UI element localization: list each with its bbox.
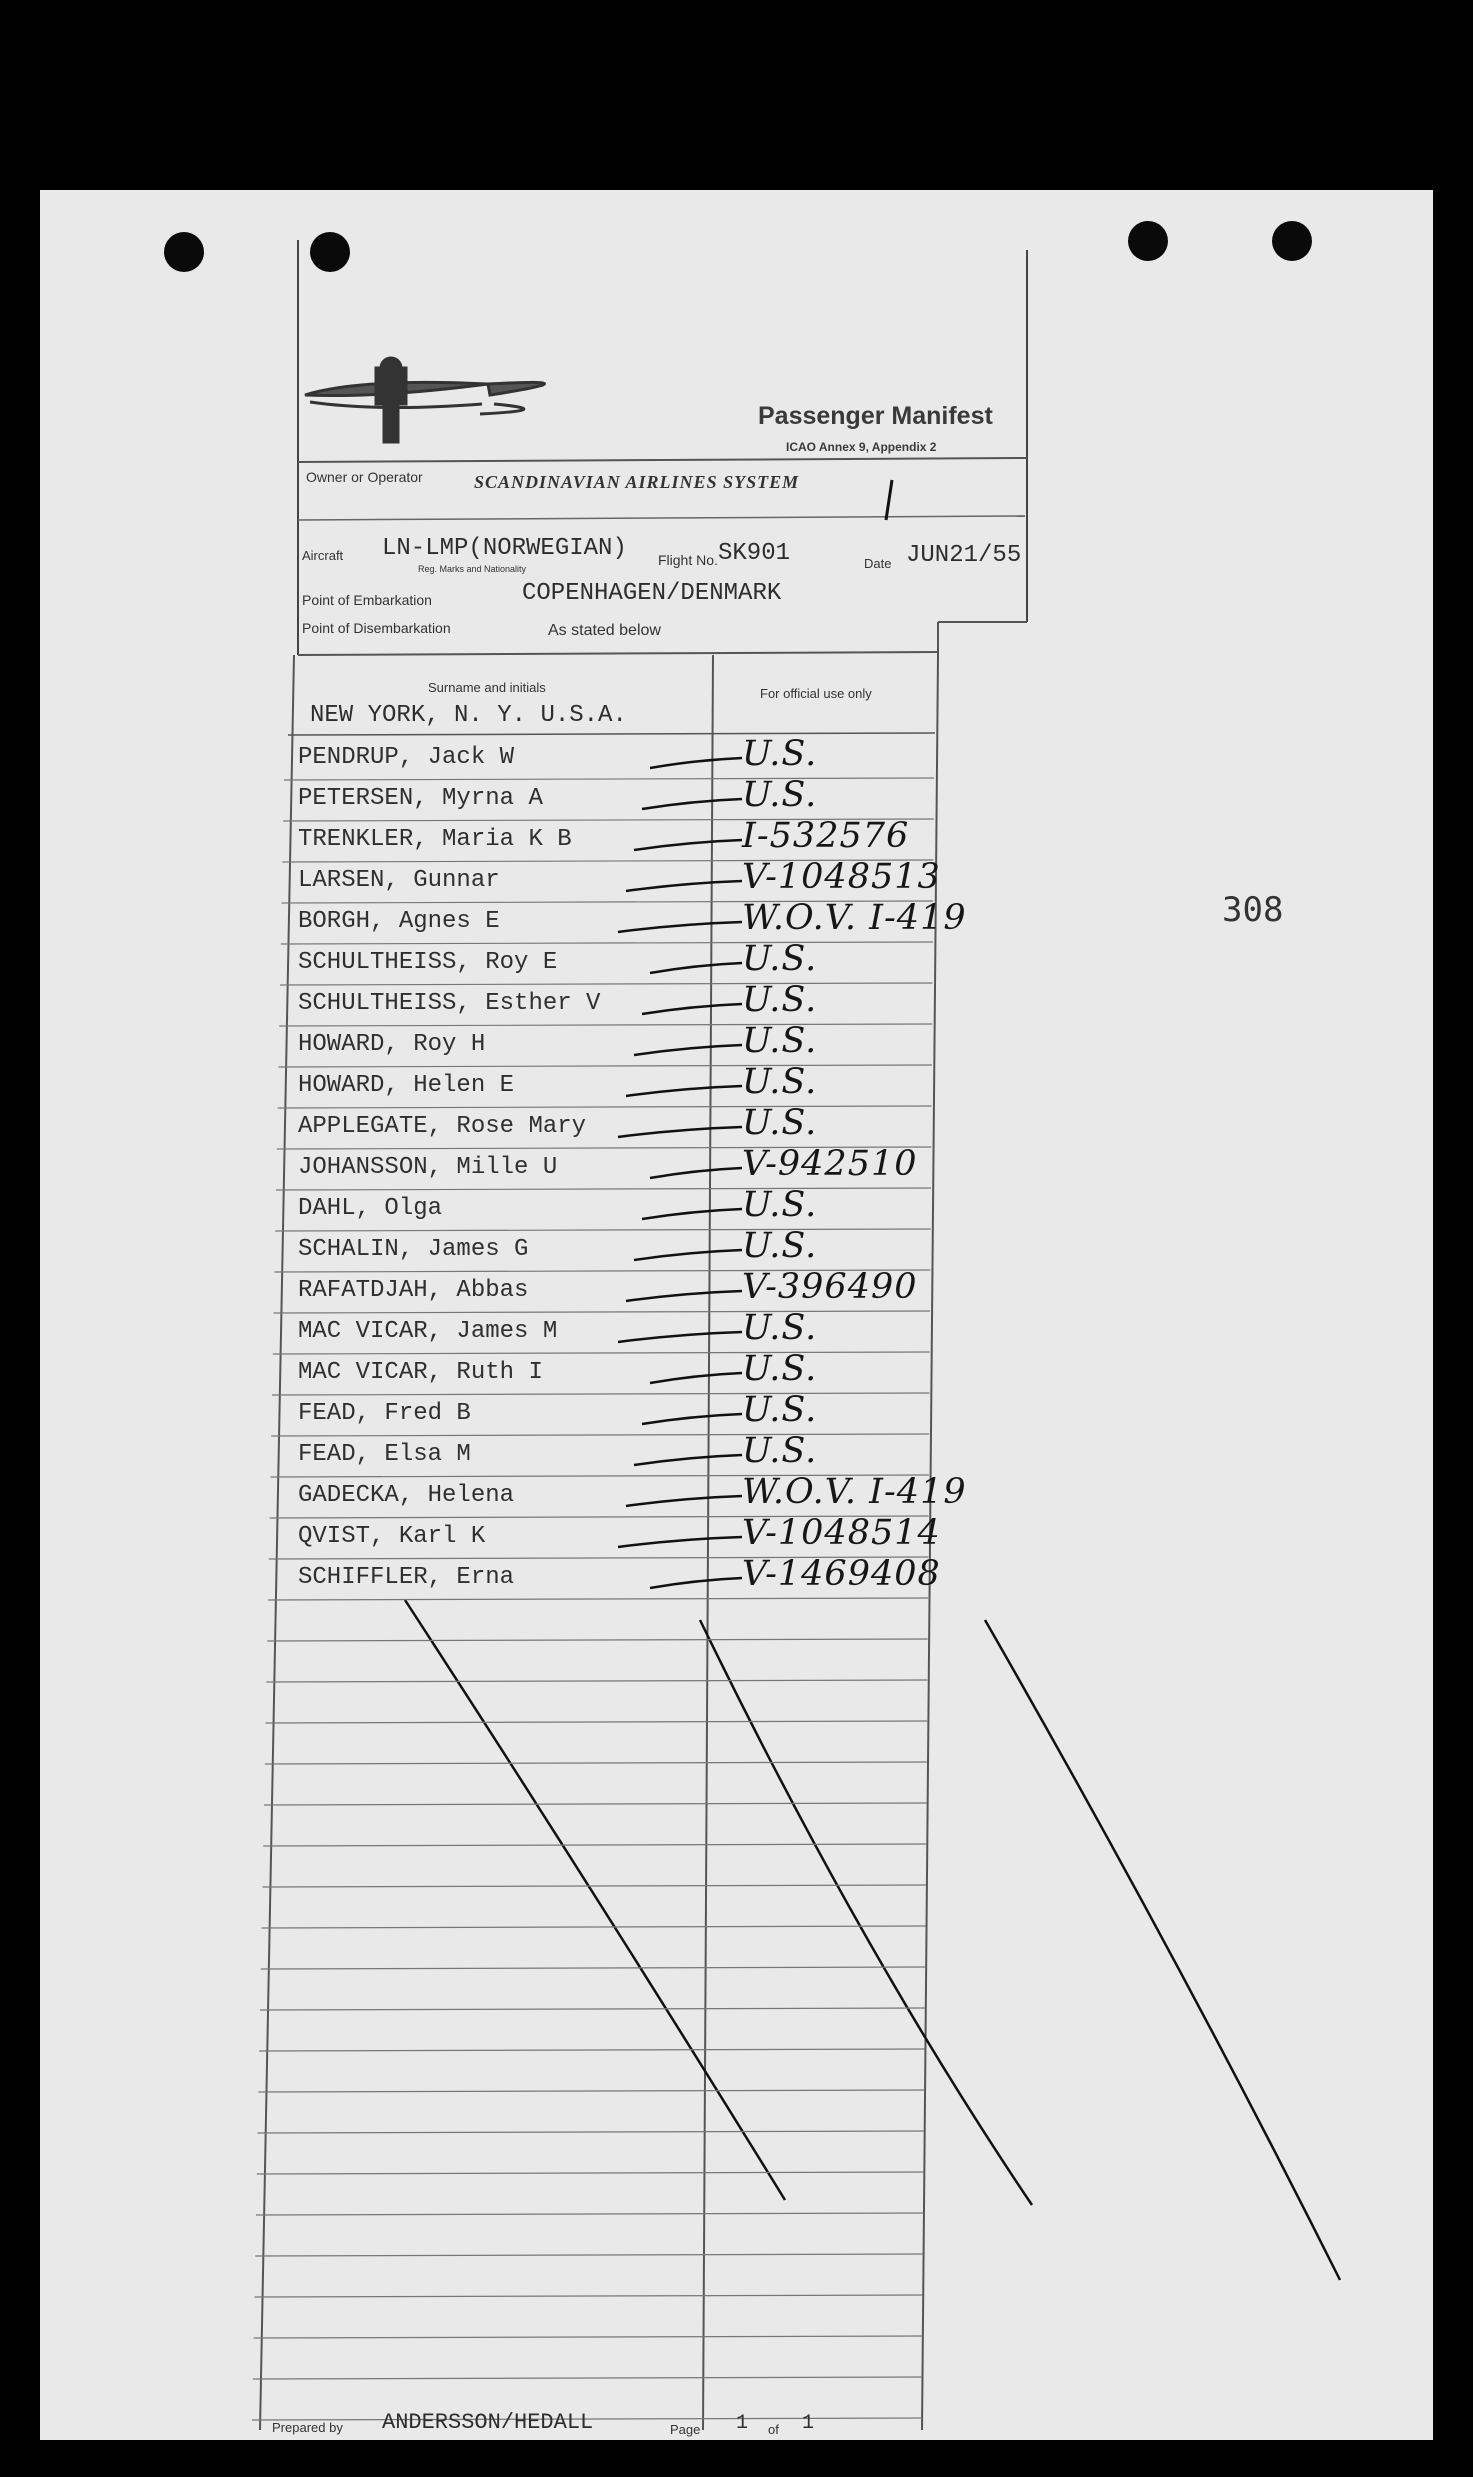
prepared-by-value: ANDERSSON/HEDALL <box>382 2410 594 2435</box>
official-use-note: U.S. <box>742 1226 818 1266</box>
table-row-line <box>259 2049 925 2051</box>
table-row-line <box>280 983 933 985</box>
date-value: JUN21/55 <box>906 542 1022 569</box>
official-use-note: U.S. <box>742 1021 818 1061</box>
official-use-column-header: For official use only <box>760 686 872 701</box>
table-row-line <box>266 1680 927 1682</box>
official-use-note: U.S. <box>742 1390 818 1430</box>
passenger-name: TRENKLER, Maria K B <box>298 826 572 853</box>
table-row-line <box>262 1885 926 1887</box>
of-value: 1 <box>802 2412 815 2435</box>
flight-label: Flight No. <box>658 552 718 568</box>
form-subtitle: ICAO Annex 9, Appendix 2 <box>786 440 937 454</box>
table-row-line <box>272 1393 930 1395</box>
table-row-line <box>278 1065 932 1067</box>
page-number: 308 <box>1222 890 1284 930</box>
passenger-name: MAC VICAR, Ruth I <box>298 1359 543 1386</box>
official-use-note: U.S. <box>742 939 818 979</box>
page-value: 1 <box>736 2412 749 2435</box>
embarkation-value: COPENHAGEN/DENMARK <box>522 580 782 607</box>
check-dash-stroke <box>634 840 742 850</box>
table-row-line <box>266 1721 928 1723</box>
table-row-line <box>276 1188 931 1190</box>
check-dash-stroke <box>642 1209 742 1219</box>
table-row-line <box>257 2172 924 2174</box>
table-row-line <box>271 1434 929 1436</box>
check-dash-stroke <box>626 1291 742 1301</box>
of-label: of <box>768 2422 779 2437</box>
check-dash-stroke <box>618 1332 742 1342</box>
table-row-line <box>258 2090 924 2092</box>
official-use-note: U.S. <box>742 775 818 815</box>
check-dash-stroke <box>634 1250 742 1260</box>
table-row-line <box>264 1803 927 1805</box>
prepared-by-label: Prepared by <box>272 2420 343 2435</box>
check-dash-stroke <box>650 758 742 768</box>
form-title: Passenger Manifest <box>758 402 993 430</box>
page-label: Page <box>670 2422 701 2437</box>
check-dash-stroke <box>650 1373 742 1383</box>
check-dash-stroke <box>642 1004 742 1014</box>
official-use-note: V-1469408 <box>742 1554 941 1594</box>
check-dash-stroke <box>618 922 742 932</box>
table-row-line <box>273 1352 930 1354</box>
embarkation-label: Point of Embarkation <box>302 592 432 608</box>
table-row-line <box>254 2336 923 2338</box>
table-row-line <box>281 942 933 944</box>
passenger-name: PENDRUP, Jack W <box>298 744 515 771</box>
official-use-note: U.S. <box>742 1349 818 1389</box>
surname-column-header: Surname and initials <box>428 680 546 695</box>
check-dash-stroke <box>650 1578 742 1588</box>
table-row-line <box>261 1967 926 1969</box>
passenger-name: SCHULTHEISS, Roy E <box>298 949 558 976</box>
check-dash-stroke <box>642 1414 742 1424</box>
flight-value: SK901 <box>718 540 791 567</box>
check-dash-stroke <box>626 1086 742 1096</box>
official-use-note: U.S. <box>742 1062 818 1102</box>
date-label: Date <box>864 556 892 571</box>
check-dash-stroke <box>618 1127 742 1137</box>
table-row-line <box>253 2377 923 2379</box>
official-use-note: I-532576 <box>742 816 910 856</box>
passenger-name: FEAD, Elsa M <box>298 1441 471 1468</box>
table-row-line <box>267 1639 928 1641</box>
check-dash-stroke <box>650 963 742 973</box>
check-dash-stroke <box>626 881 742 891</box>
table-row-line <box>268 1598 928 1600</box>
check-dash-stroke <box>650 1168 742 1178</box>
owner-value: SCANDINAVIAN AIRLINES SYSTEM <box>474 472 800 492</box>
official-use-note: W.O.V. I-419 <box>742 898 967 938</box>
disembarkation-label: Point of Disembarkation <box>302 620 451 636</box>
aircraft-value: LN-LMP(NORWEGIAN) <box>382 535 627 562</box>
passenger-name: FEAD, Fred B <box>298 1400 471 1427</box>
official-use-note: U.S. <box>742 1185 818 1225</box>
passenger-name: SCHALIN, James G <box>298 1236 529 1263</box>
passenger-name: LARSEN, Gunnar <box>298 867 500 894</box>
official-use-note: V-1048513 <box>742 857 941 897</box>
passenger-name: PETERSEN, Myrna A <box>298 785 543 812</box>
passenger-name: MAC VICAR, James M <box>298 1318 558 1345</box>
official-use-note: V-1048514 <box>742 1513 941 1553</box>
official-use-note: U.S. <box>742 734 818 774</box>
passenger-name: BORGH, Agnes E <box>298 908 500 935</box>
table-row-line <box>254 2295 923 2297</box>
table-row-line <box>284 778 934 780</box>
check-dash-stroke <box>634 1455 742 1465</box>
table-row-line <box>258 2131 925 2133</box>
check-dash-stroke <box>626 1496 742 1506</box>
table-row-line <box>274 1311 931 1313</box>
table-row-line <box>255 2254 923 2256</box>
check-dash-stroke <box>634 1045 742 1055</box>
destination-value: NEW YORK, N. Y. U.S.A. <box>310 702 627 729</box>
table-row-line <box>263 1844 926 1846</box>
aircraft-sublabel: Reg. Marks and Nationality <box>418 564 527 574</box>
official-use-note: V-942510 <box>742 1144 918 1184</box>
official-use-note: U.S. <box>742 1431 818 1471</box>
passenger-name: DAHL, Olga <box>298 1195 443 1222</box>
table-row-line <box>260 2008 925 2010</box>
passenger-name: GADECKA, Helena <box>298 1482 515 1509</box>
passenger-name: HOWARD, Helen E <box>298 1072 515 1099</box>
official-use-note: W.O.V. I-419 <box>742 1472 967 1512</box>
official-use-note: U.S. <box>742 980 818 1020</box>
passenger-name: SCHIFFLER, Erna <box>298 1564 515 1591</box>
passenger-name: HOWARD, Roy H <box>298 1031 486 1058</box>
official-use-note: U.S. <box>742 1103 818 1143</box>
passenger-name: APPLEGATE, Rose Mary <box>298 1113 587 1140</box>
check-dash-stroke <box>618 1537 742 1547</box>
passenger-name: QVIST, Karl K <box>298 1523 486 1550</box>
table-row-line <box>279 1024 932 1026</box>
passenger-name: JOHANSSON, Mille U <box>298 1154 558 1181</box>
official-use-note: V-396490 <box>742 1267 918 1307</box>
disembarkation-value: As stated below <box>548 622 661 639</box>
owner-label: Owner or Operator <box>306 469 423 485</box>
aircraft-label: Aircraft <box>302 548 344 563</box>
passenger-name: RAFATDJAH, Abbas <box>298 1277 529 1304</box>
table-row-line <box>256 2213 924 2215</box>
table-row-line <box>278 1106 932 1108</box>
table-row-line <box>262 1926 926 1928</box>
official-use-note: U.S. <box>742 1308 818 1348</box>
table-row-line <box>275 1229 931 1231</box>
passenger-name: SCHULTHEISS, Esther V <box>298 990 601 1017</box>
table-row-line <box>265 1762 927 1764</box>
check-dash-stroke <box>642 799 742 809</box>
